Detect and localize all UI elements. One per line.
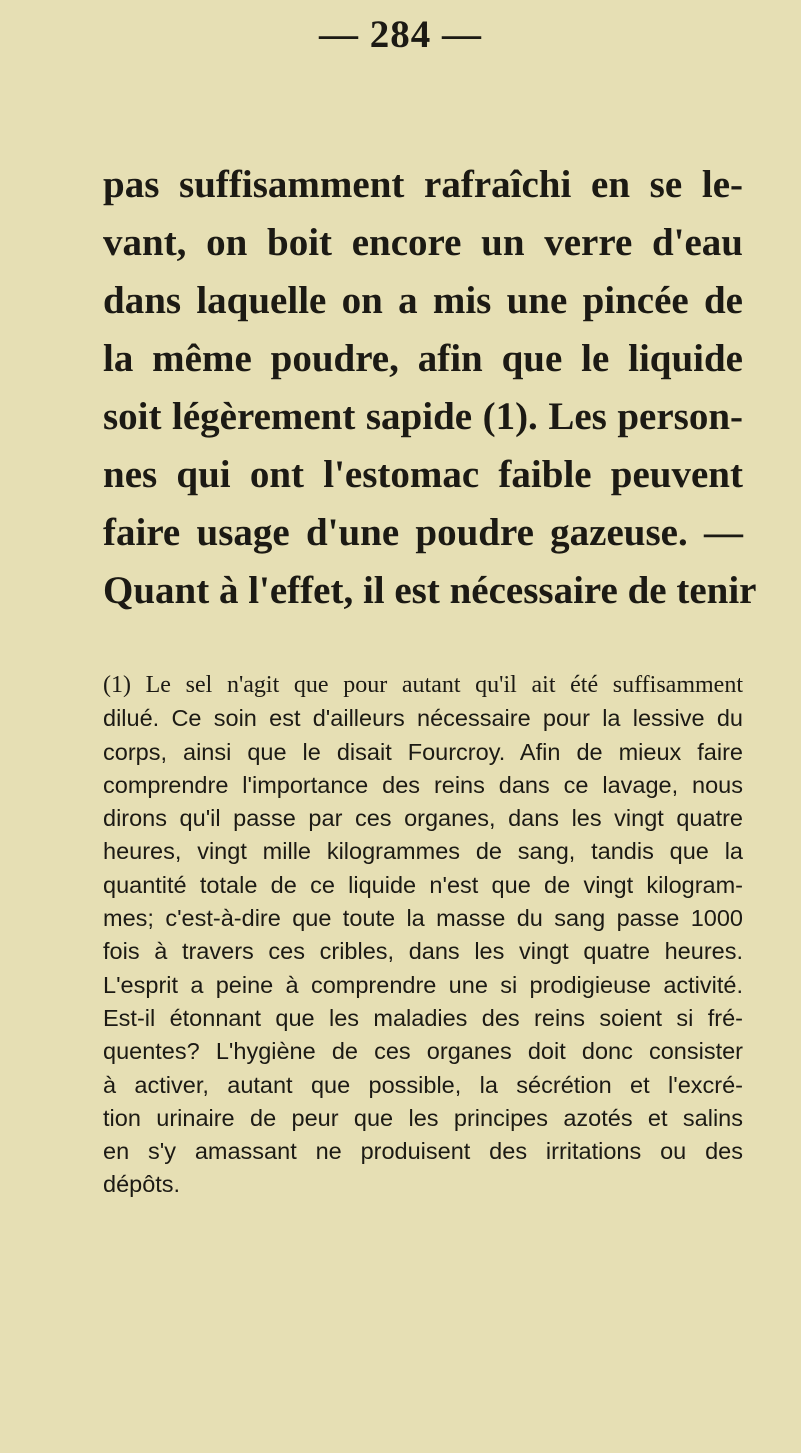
- footnote-line: fois à travers ces cribles, dans les vingt quatre heures.: [103, 938, 743, 965]
- body-line: nes qui ont l'estomac faible peuvent: [103, 453, 743, 496]
- body-line: la même poudre, afin que le liquide: [103, 337, 743, 380]
- footnote-line: corps, ainsi que le disait Fourcroy. Afin de mieux faire: [103, 738, 743, 765]
- footnote-line: (1) Le sel n'agit que pour autant qu'il ait été suffisamment: [103, 672, 743, 698]
- body-line: Quant à l'effet, il est nécessaire de tenir: [103, 569, 757, 612]
- footnote: [103, 669, 743, 1202]
- footnote-line: dépôts.: [103, 1171, 181, 1198]
- footnote-line: dilué. Ce soin est d'ailleurs nécessaire pour la lessive du: [103, 705, 743, 732]
- footnote-line: à activer, autant que possible, la sécrétion et l'excré-: [103, 1071, 743, 1098]
- body-line: faire usage d'une poudre gazeuse. —: [103, 511, 743, 554]
- body-line: vant, on boit encore un verre d'eau: [103, 221, 743, 264]
- footnote-line: heures, vingt mille kilogrammes de sang, tandis que la: [103, 838, 743, 865]
- main-text: [103, 156, 757, 620]
- body-line: soit légèrement sapide (1). Les person-: [103, 395, 743, 438]
- footnote-line: quentes? L'hygiène de ces organes doit donc consister: [103, 1038, 743, 1065]
- footnote-line: dirons qu'il passe par ces organes, dans les vingt quatre: [103, 805, 743, 832]
- footnote-line: Est-il étonnant que les maladies des reins soient si fré-: [103, 1004, 743, 1031]
- body-line: pas suffisamment rafraîchi en se le-: [103, 163, 743, 206]
- page-number: — 284 —: [319, 13, 482, 56]
- footnote-line: mes; c'est-à-dire que toute la masse du sang passe 1000: [103, 905, 743, 932]
- footnote-line: quantité totale de ce liquide n'est que de vingt kilogram-: [103, 871, 743, 898]
- footnote-line: comprendre l'importance des reins dans ce lavage, nous: [103, 771, 743, 798]
- body-line: dans laquelle on a mis une pincée de: [103, 279, 743, 322]
- footnote-line: en s'y amassant ne produisent des irritations ou des: [103, 1138, 743, 1165]
- footnote-line: L'esprit a peine à comprendre une si prodigieuse activité.: [103, 971, 743, 998]
- footnote-line: tion urinaire de peur que les principes azotés et salins: [103, 1104, 743, 1131]
